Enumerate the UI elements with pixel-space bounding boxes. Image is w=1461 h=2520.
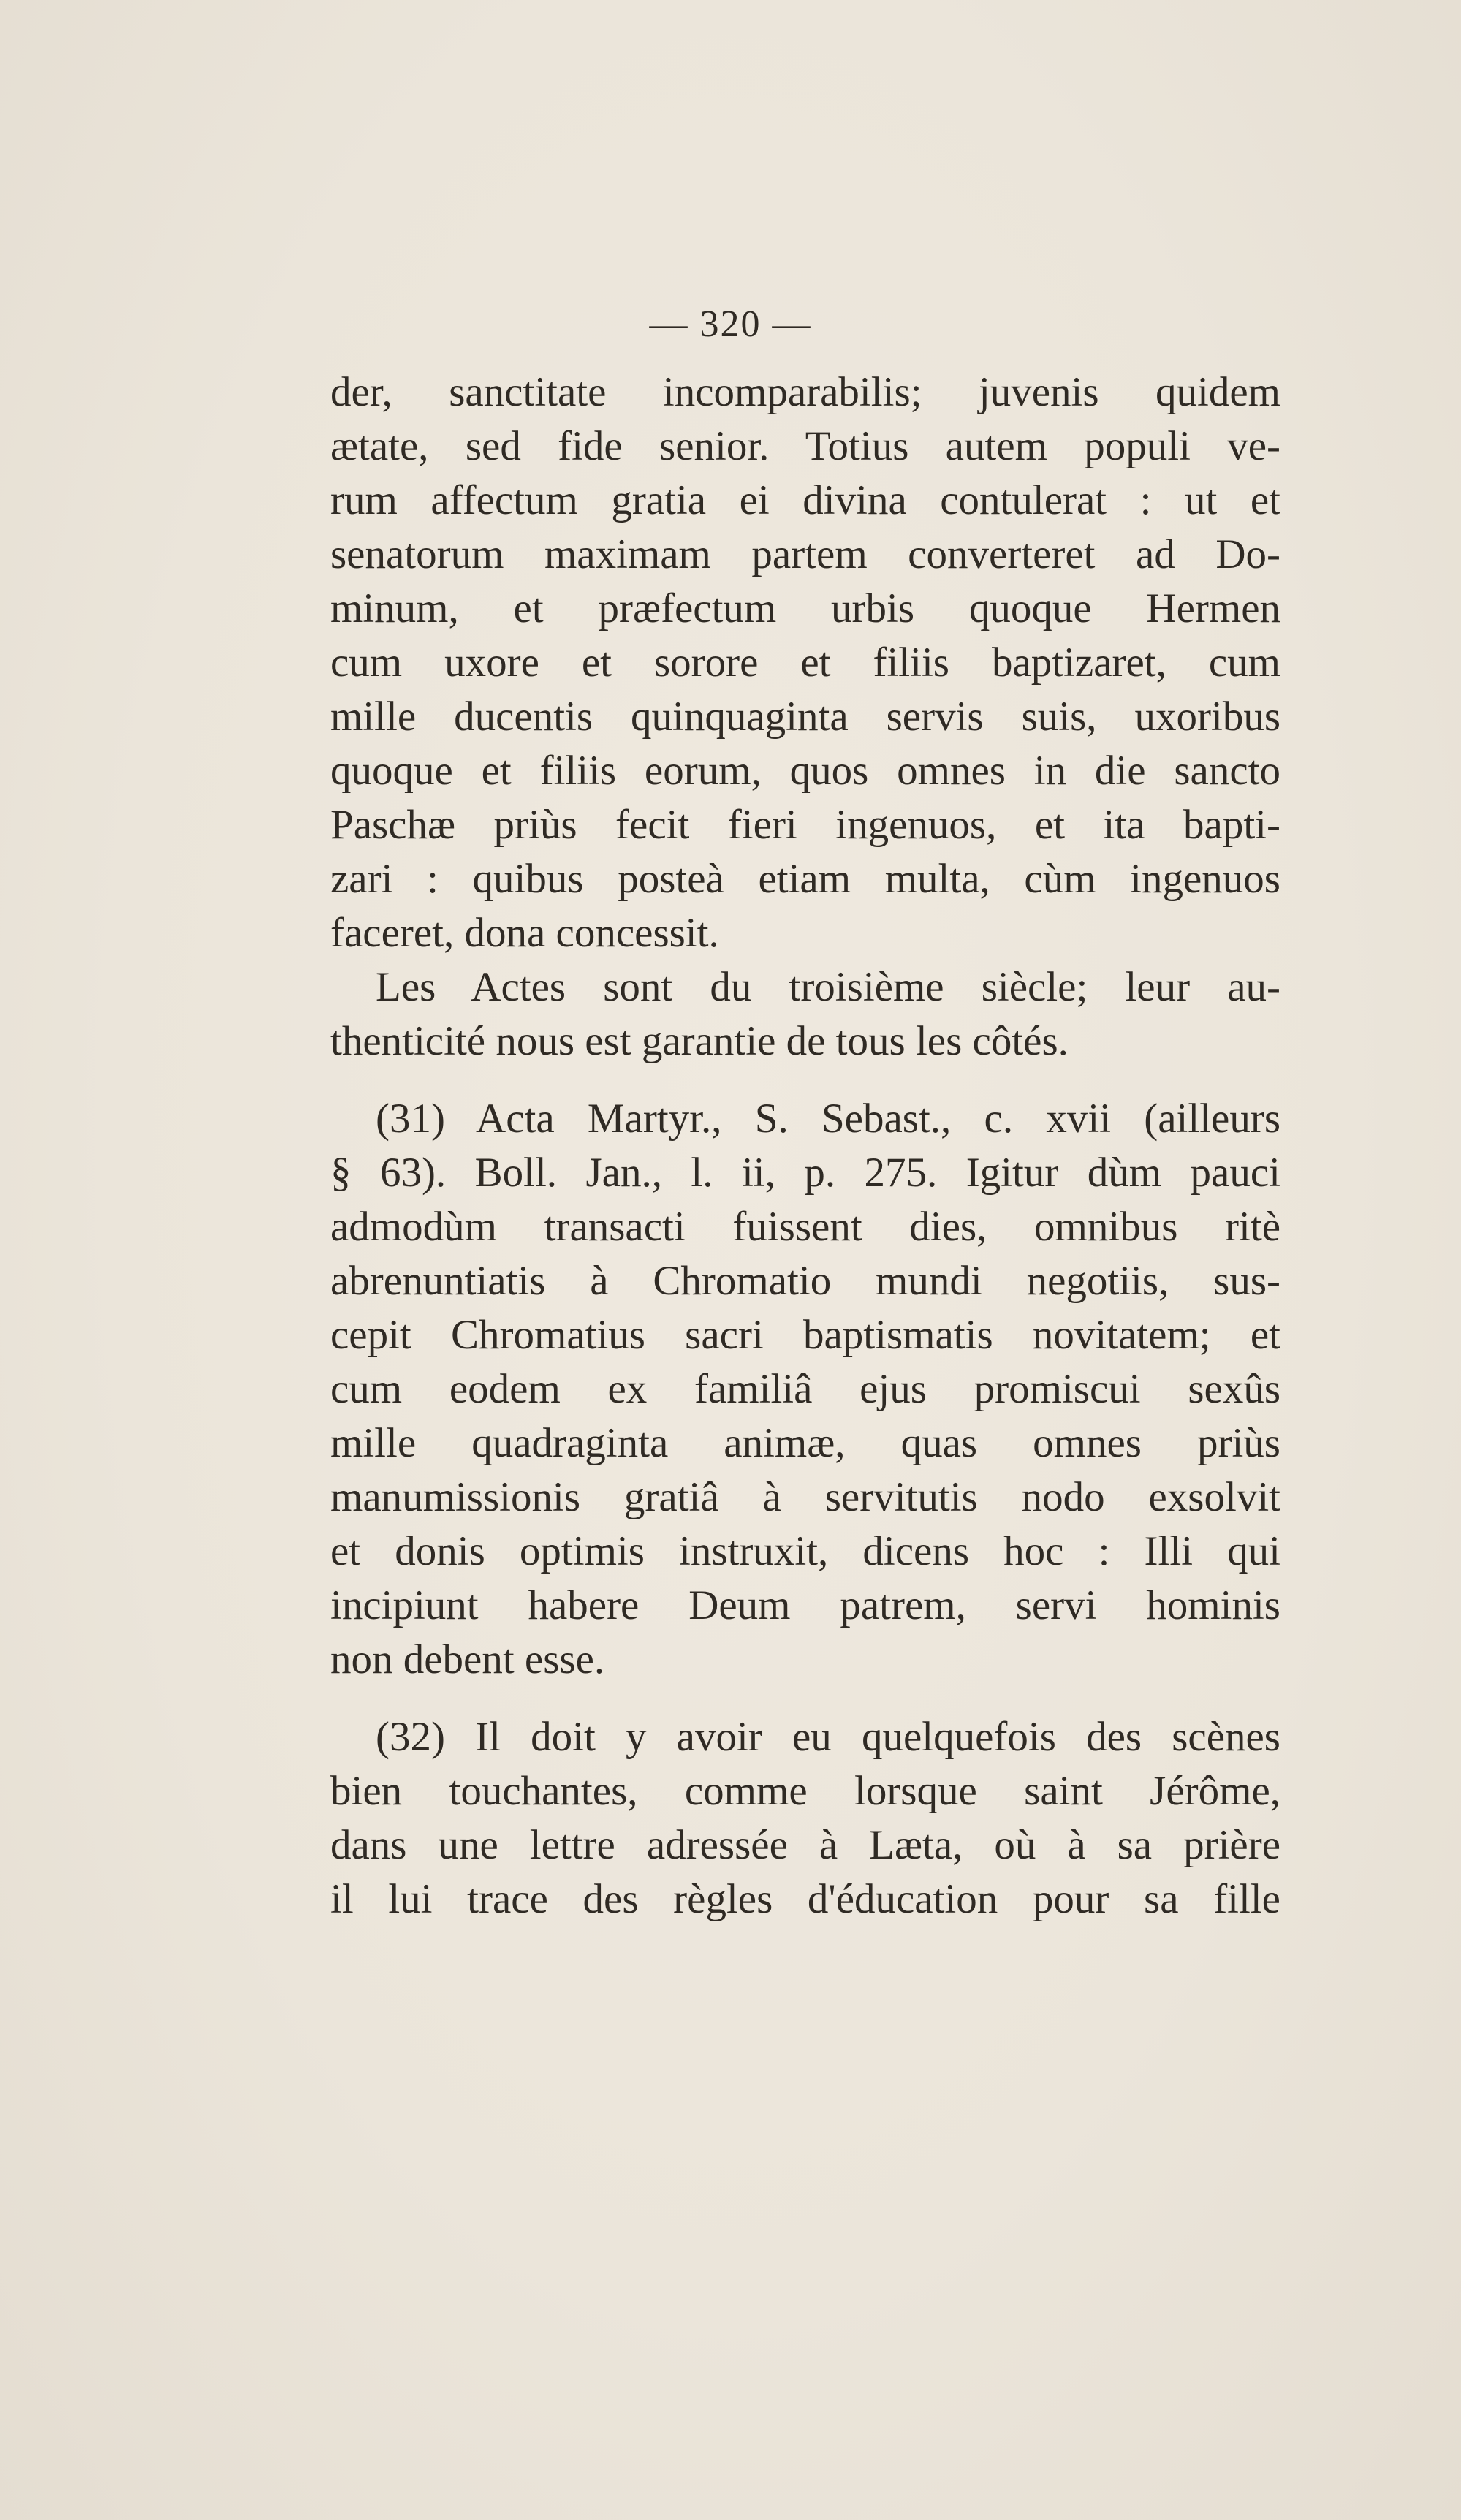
text-line: minum, et præfectum urbis quoque Hermen: [330, 585, 1280, 631]
note-31: [330, 1092, 1280, 1687]
paragraph-actes: [330, 960, 1280, 1069]
text-line: non debent esse.: [330, 1636, 605, 1682]
text-line: (31) Acta Martyr., S. Sebast., c. xvii (ailleurs: [376, 1096, 1280, 1142]
text-line: et donis optimis instruxit, dicens hoc : Illi qui: [330, 1528, 1280, 1574]
text-line: incipiunt habere Deum patrem, servi hominis: [330, 1582, 1280, 1628]
text-line: mille ducentis quinquaginta servis suis, uxoribus: [330, 694, 1280, 740]
text-line: senatorum maximam partem converteret ad Do-: [330, 531, 1280, 577]
text-line: Paschæ priùs fecit fieri ingenuos, et ita bapti-: [330, 802, 1280, 848]
text-line: cepit Chromatius sacri baptismatis novitatem; et: [330, 1312, 1280, 1358]
paragraph-latin-quote: [330, 365, 1280, 960]
text-line: admodùm transacti fuissent dies, omnibus ritè: [330, 1204, 1280, 1250]
text-line: Les Actes sont du troisième siècle; leur au-: [376, 964, 1280, 1010]
text-line: quoque et filiis eorum, quos omnes in die sancto: [330, 748, 1280, 794]
text-line: der, sanctitate incomparabilis; juvenis quidem: [330, 369, 1280, 415]
text-line: cum uxore et sorore et filiis baptizaret, cum: [330, 640, 1280, 686]
text-line: (32) Il doit y avoir eu quelquefois des scènes: [376, 1714, 1280, 1760]
text-line: thenticité nous est garantie de tous les côtés.: [330, 1018, 1069, 1064]
page-text: [330, 365, 1280, 1927]
text-line: mille quadraginta animæ, quas omnes priùs: [330, 1420, 1280, 1466]
text-line: zari : quibus posteà etiam multa, cùm ingenuos: [330, 856, 1280, 902]
text-line: bien touchantes, comme lorsque saint Jérôme,: [330, 1768, 1280, 1814]
text-line: il lui trace des règles d'éducation pour sa fille: [330, 1876, 1280, 1922]
text-line: faceret, dona concessit.: [330, 910, 719, 956]
text-line: rum affectum gratia ei divina contulerat : ut et: [330, 477, 1280, 523]
page-number: — 320 —: [649, 303, 812, 345]
text-line: cum eodem ex familiâ ejus promiscui sexûs: [330, 1366, 1280, 1412]
text-line: ætate, sed fide senior. Totius autem populi ve-: [330, 423, 1280, 469]
text-line: manumissionis gratiâ à servitutis nodo exsolvit: [330, 1474, 1280, 1520]
text-line: dans une lettre adressée à Læta, où à sa prière: [330, 1822, 1280, 1868]
text-line: abrenuntiatis à Chromatio mundi negotiis, sus-: [330, 1258, 1280, 1304]
text-line: § 63). Boll. Jan., l. ii, p. 275. Igitur dùm pauci: [330, 1150, 1280, 1196]
note-32: [330, 1710, 1280, 1927]
